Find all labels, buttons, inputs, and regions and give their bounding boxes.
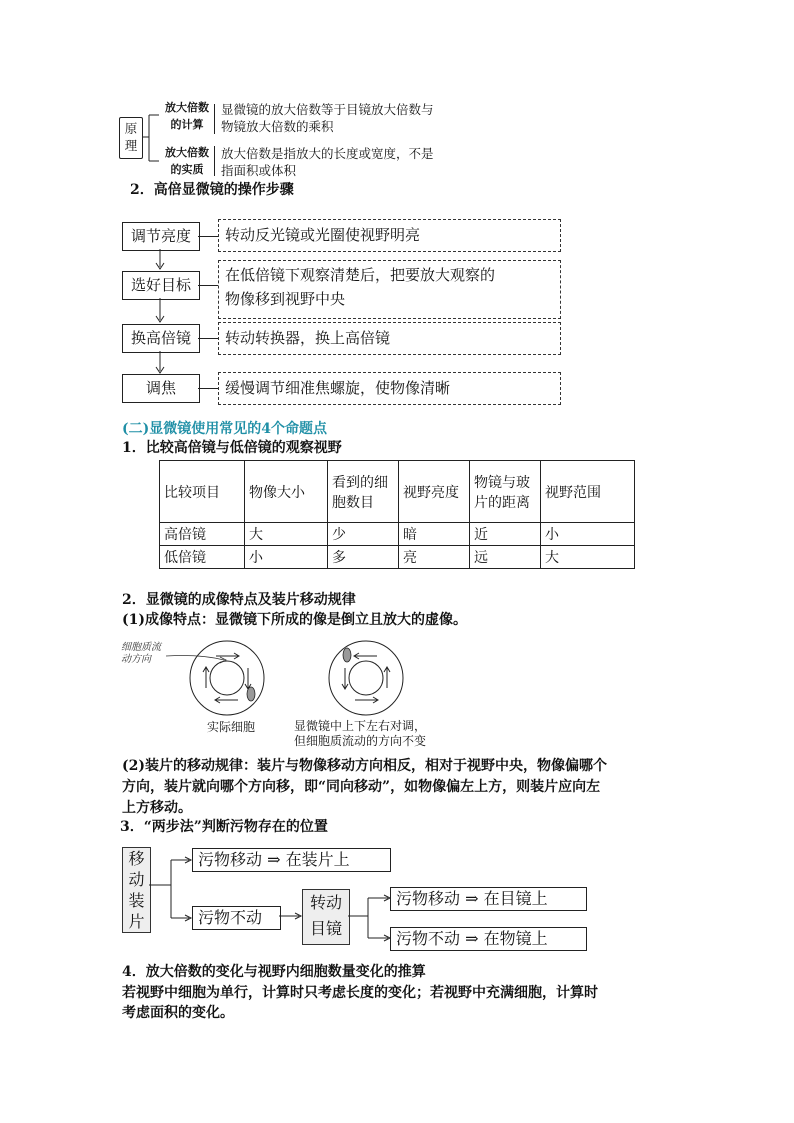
principle-label: 原理 [124, 121, 138, 153]
step-desc-3: 转动转换器，换上高倍镜 [218, 322, 561, 355]
table-row [160, 523, 635, 546]
table-header-cell: 物像大小 [245, 461, 328, 523]
table-header-row [160, 461, 635, 523]
table-cell: 暗 [399, 523, 470, 546]
table-cell: 小 [245, 546, 328, 569]
subsection-title: (二)显微镜使用常见的4个命题点 [122, 421, 327, 437]
point4-title: 4．放大倍数的变化与视野内细胞数量变化的推算 [122, 964, 426, 980]
table-cell: 高倍镜 [160, 523, 245, 546]
table-cell: 近 [470, 523, 541, 546]
table-cell: 低倍镜 [160, 546, 245, 569]
principle-brace [141, 105, 161, 175]
step-desc-2: 在低倍镜下观察清楚后，把要放大观察的 物像移到视野中央 [218, 260, 561, 319]
moving-rule: (2)装片的移动规律：装片与物像移动方向相反，相对于视野中央，物像偏哪个 方向，装片就向哪个方向移，即“同向移动”，如物像偏左上方，则装片应向左 上方移动。 [122, 758, 607, 816]
caption-left: 实际细胞 [207, 720, 256, 734]
branch-moved-box: 污物移动 ⇒ 在装片上 [192, 848, 391, 872]
table-header-cell: 比较项目 [160, 461, 245, 523]
table-header-cell: 看到的细胞数目 [328, 461, 399, 523]
table-cell: 大 [245, 523, 328, 546]
cell-figure [160, 630, 420, 720]
step-box-4: 调焦 [122, 374, 200, 403]
principle-value-1: 显微镜的放大倍数等于目镜放大倍数与 物镜放大倍数的乘积 [221, 102, 434, 134]
principle-key-1: 放大倍数 的计算 [165, 101, 209, 131]
table-cell: 多 [328, 546, 399, 569]
rotate-eyepiece-box: 转动目镜 [302, 889, 350, 945]
start-box: 移动装片 [122, 847, 151, 933]
table-row [160, 546, 635, 569]
principle-value-2: 放大倍数是指放大的长度或宽度，不是 指面积或体积 [221, 146, 434, 178]
step-box-1: 调节亮度 [122, 222, 200, 251]
table-cell: 远 [470, 546, 541, 569]
imaging-line: (1)成像特点：显微镜下所成的像是倒立且放大的虚像。 [122, 612, 467, 628]
caption-right: 显微镜中上下左右对调， 但细胞质流动的方向不变 [294, 719, 427, 748]
branch-eyepiece-box: 污物移动 ⇒ 在目镜上 [390, 887, 587, 911]
table-cell: 少 [328, 523, 399, 546]
table-cell: 大 [541, 546, 635, 569]
step-box-2: 选好目标 [122, 271, 200, 300]
point2-title: 2．显微镜的成像特点及装片移动规律 [122, 592, 356, 608]
table-header-cell: 视野范围 [541, 461, 635, 523]
section2-title: 2．高倍显微镜的操作步骤 [130, 182, 294, 198]
point4-text: 若视野中细胞为单行，计算时只考虑长度的变化；若视野中充满细胞，计算时 考虑面积的变化。 [122, 985, 598, 1021]
table-header-cell: 视野亮度 [399, 461, 470, 523]
step-desc-1: 转动反光镜或光圈使视野明亮 [218, 219, 561, 252]
step-box-3: 换高倍镜 [122, 324, 200, 353]
table-header-cell: 物镜与玻片的距离 [470, 461, 541, 523]
step-desc-4: 缓慢调节细准焦螺旋，使物像清晰 [218, 372, 561, 405]
point3-title: 3．“两步法”判断污物存在的位置 [120, 819, 328, 835]
flow-annotation: 细胞质流 动方向 [121, 642, 161, 665]
branch-still-box: 污物不动 [192, 906, 281, 930]
point1-title: 1．比较高倍镜与低倍镜的观察视野 [122, 440, 342, 456]
two-step-connectors-2 [348, 890, 392, 950]
table-cell: 小 [541, 523, 635, 546]
table-cell: 亮 [399, 546, 470, 569]
principle-key-2: 放大倍数 的实质 [165, 146, 209, 176]
comparison-table [159, 460, 635, 569]
branch-objective-box: 污物不动 ⇒ 在物镜上 [390, 927, 587, 951]
